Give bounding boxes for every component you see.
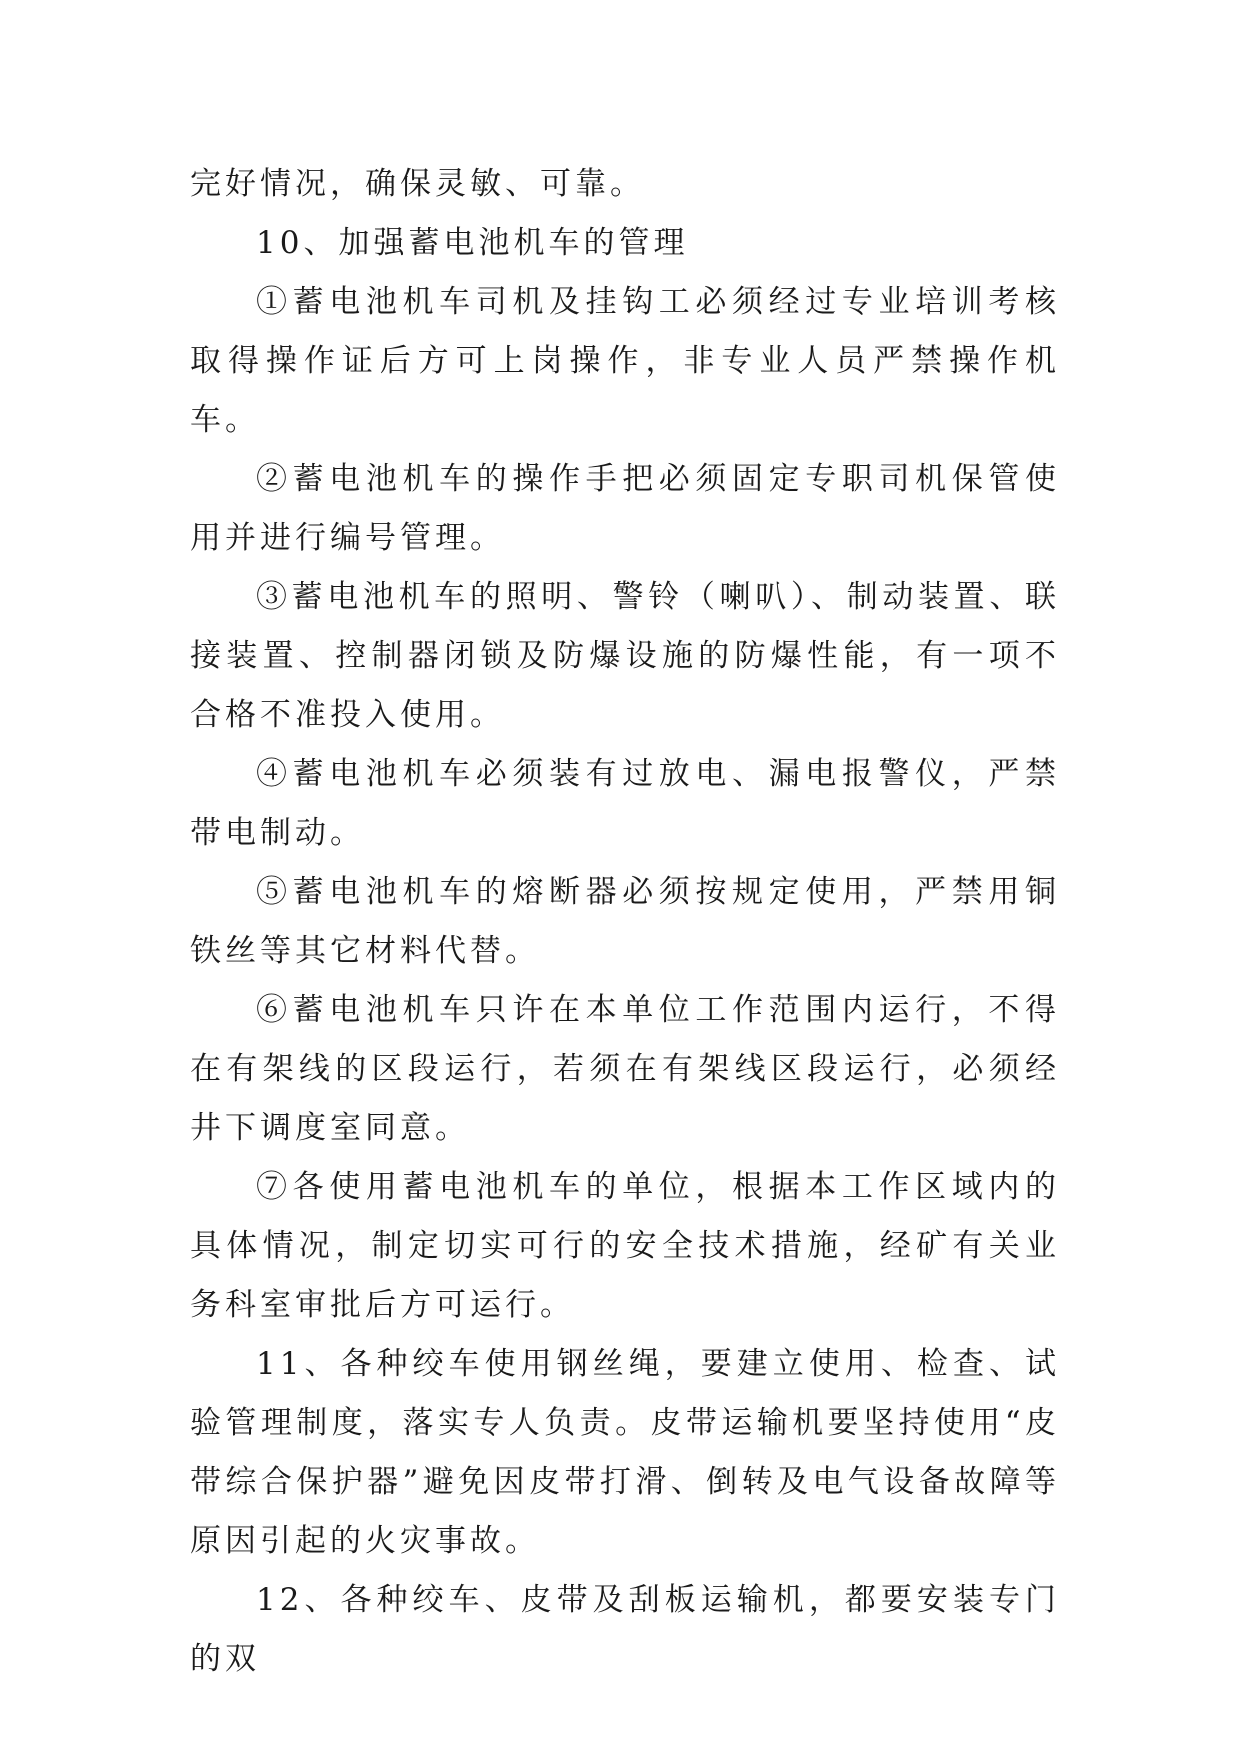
paragraph-continuation: 完好情况，确保灵敏、可靠。 [190,166,645,202]
section-11: 11、各种绞车使用钢丝绳，要建立使用、检查、试验管理制度，落实专人负责。皮带运输机要坚持使用“皮带综合保护器”避免因皮带打滑、倒转及电气设备故障等原因引起的火灾事故。 [190,1346,1060,1559]
list-item-4: ④蓄电池机车必须装有过放电、漏电报警仪，严禁带电制动。 [190,756,1060,851]
section-12: 12、各种绞车、皮带及刮板运输机，都要安装专门的双 [190,1582,1060,1677]
document-body [190,155,1060,1689]
list-item-5: ⑤蓄电池机车的熔断器必须按规定使用，严禁用铜铁丝等其它材料代替。 [190,874,1060,969]
list-item-2: ②蓄电池机车的操作手把必须固定专职司机保管使用并进行编号管理。 [190,461,1060,556]
list-item-6: ⑥蓄电池机车只许在本单位工作范围内运行，不得在有架线的区段运行，若须在有架线区段运行，必须经井下调度室同意。 [190,992,1060,1146]
list-item-7: ⑦各使用蓄电池机车的单位，根据本工作区域内的具体情况，制定切实可行的安全技术措施，经矿有关业务科室审批后方可运行。 [190,1169,1060,1323]
list-item-1: ①蓄电池机车司机及挂钩工必须经过专业培训考核取得操作证后方可上岗操作，非专业人员严禁操作机车。 [190,284,1060,438]
list-item-3: ③蓄电池机车的照明、警铃（喇叭）、制动装置、联接装置、控制器闭锁及防爆设施的防爆性能，有一项不合格不准投入使用。 [190,579,1060,733]
section-heading-10: 10、加强蓄电池机车的管理 [256,225,689,261]
